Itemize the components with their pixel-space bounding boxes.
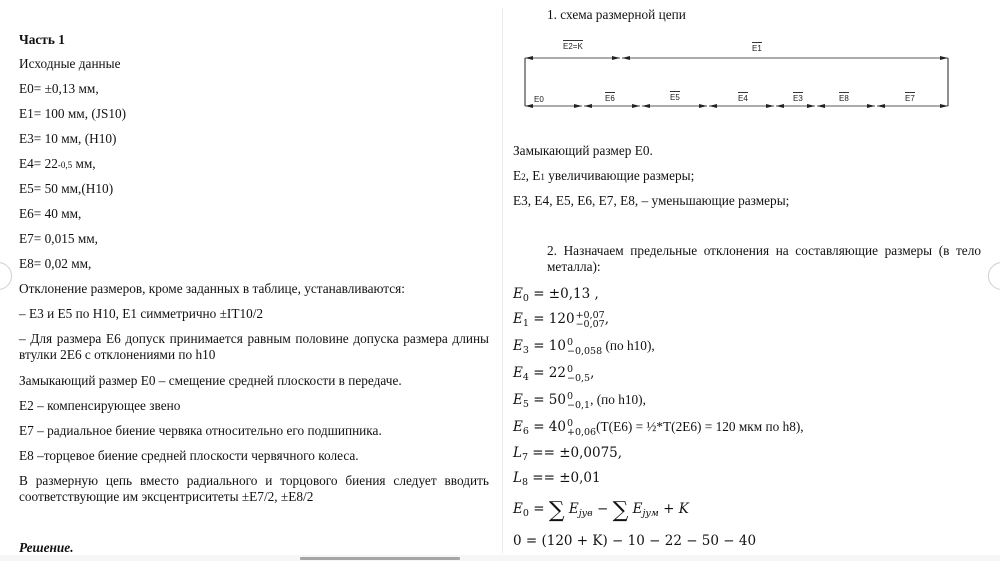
formula-e4: $E_4 = 22$ 0 −0,5 , [513,363,595,384]
sigma-symbol: ∑ [612,498,629,523]
initial-data-heading: Исходные данные [19,56,121,71]
e7-desc: E7 – радиальное биение червяка относительно его подшипника. [19,423,382,438]
decreasing-sizes: E3, E4, E5, E6, E7, E8, – уменьшающие размеры; [513,193,790,208]
e2-desc: E2 – компенсирующее звено [19,398,181,413]
horizontal-scrollbar-thumb[interactable] [300,557,460,560]
rule-1: – E3 и E5 по H10, E1 симметрично ±IT10/2 [19,306,264,321]
diagram-label-e7: E7 [905,94,915,103]
formula-l7: $L_7 == \pm 0,0075$, [513,445,623,463]
closing-size-text: Замыкающий размер E0. [513,143,653,158]
formula-e0: $E_0 = \pm 0,13$ , [513,286,599,304]
given-e1: E1= 100 мм, (JS10) [19,106,127,121]
given-e8: E8= 0,02 мм, [19,256,92,271]
formula-e6: $E_6 = 40$ 0 +0,06 (T(E6) = ½*T(2E6) = 120 мкм по h8), [513,417,804,438]
step-1-title: 1. схема размерной цепи [547,7,686,22]
diagram-label-e0: E0 [534,95,544,104]
formula-calc: 0 = (120 + K) − 10 − 22 − 50 − 40 [513,533,757,549]
formula-sum: $E_0$ = ∑ $E_{jув}$ − ∑ $E_{jум} + K$ [513,498,689,523]
diagram-label-e2-k: E2=K [563,42,583,51]
given-e3: E3= 10 мм, (H10) [19,131,117,146]
given-e4: E4= 22-0,5 мм, [19,156,96,171]
formula-l8: $L_8 == \pm 0,01$ [513,470,601,488]
diagram-label-e4: E4 [738,94,748,103]
dimension-chain-lines [503,0,1000,130]
dimension-chain-diagram [503,0,1000,130]
diagram-label-e3: E3 [793,94,803,103]
formula-e3: $E_3 = 10$ 0 −0,058 (по h10), [513,336,655,357]
given-e6: E6= 40 мм, [19,206,82,221]
diagram-label-e5: E5 [670,93,680,102]
section-heading: Часть 1 [19,32,65,47]
given-e7: E7= 0,015 мм, [19,231,98,246]
solution-label: Решение. [19,540,74,555]
e4-deviation: -0,5 [57,160,73,170]
diagram-label-e8: E8 [839,94,849,103]
increasing-sizes: E2, E1 увеличивающие размеры; [513,168,695,183]
rule-2: – Для размера E6 допуск принимается равным половине допуска размера длины втулки 2E6 с отклонениями по h10 [19,331,489,362]
deviations-intro: Отклонение размеров, кроме заданных в таблице, устанавливаются: [19,281,405,296]
step-2-title: 2. Назначаем предельные отклонения на составляющие размеры (в тело металла): [547,243,981,274]
formula-e1: $E_1 = 120$ +0,07 −0,07 , [513,309,609,330]
horizontal-scrollbar-track[interactable] [0,555,1000,561]
closing-link-desc: Замыкающий размер E0 – смещение средней плоскости в передаче. [19,373,402,388]
diagram-label-e6: E6 [605,94,615,103]
formula-e5: $E_5 = 50$ 0 −0,1 , (по h10), [513,390,646,411]
given-e5: E5= 50 мм,(H10) [19,181,114,196]
given-e0: E0= ±0,13 мм, [19,81,99,96]
diagram-label-e1: E1 [752,44,762,53]
e8-desc: E8 –торцевое биение средней плоскости червячного колеса. [19,448,359,463]
sigma-symbol: ∑ [548,498,565,523]
right-page [503,0,1000,561]
eccentricity-note: В размерную цепь вместо радиального и торцового биения следует вводить соответствующие им эксцентриситеты ±E7/2, ±E8/2 [19,473,489,504]
